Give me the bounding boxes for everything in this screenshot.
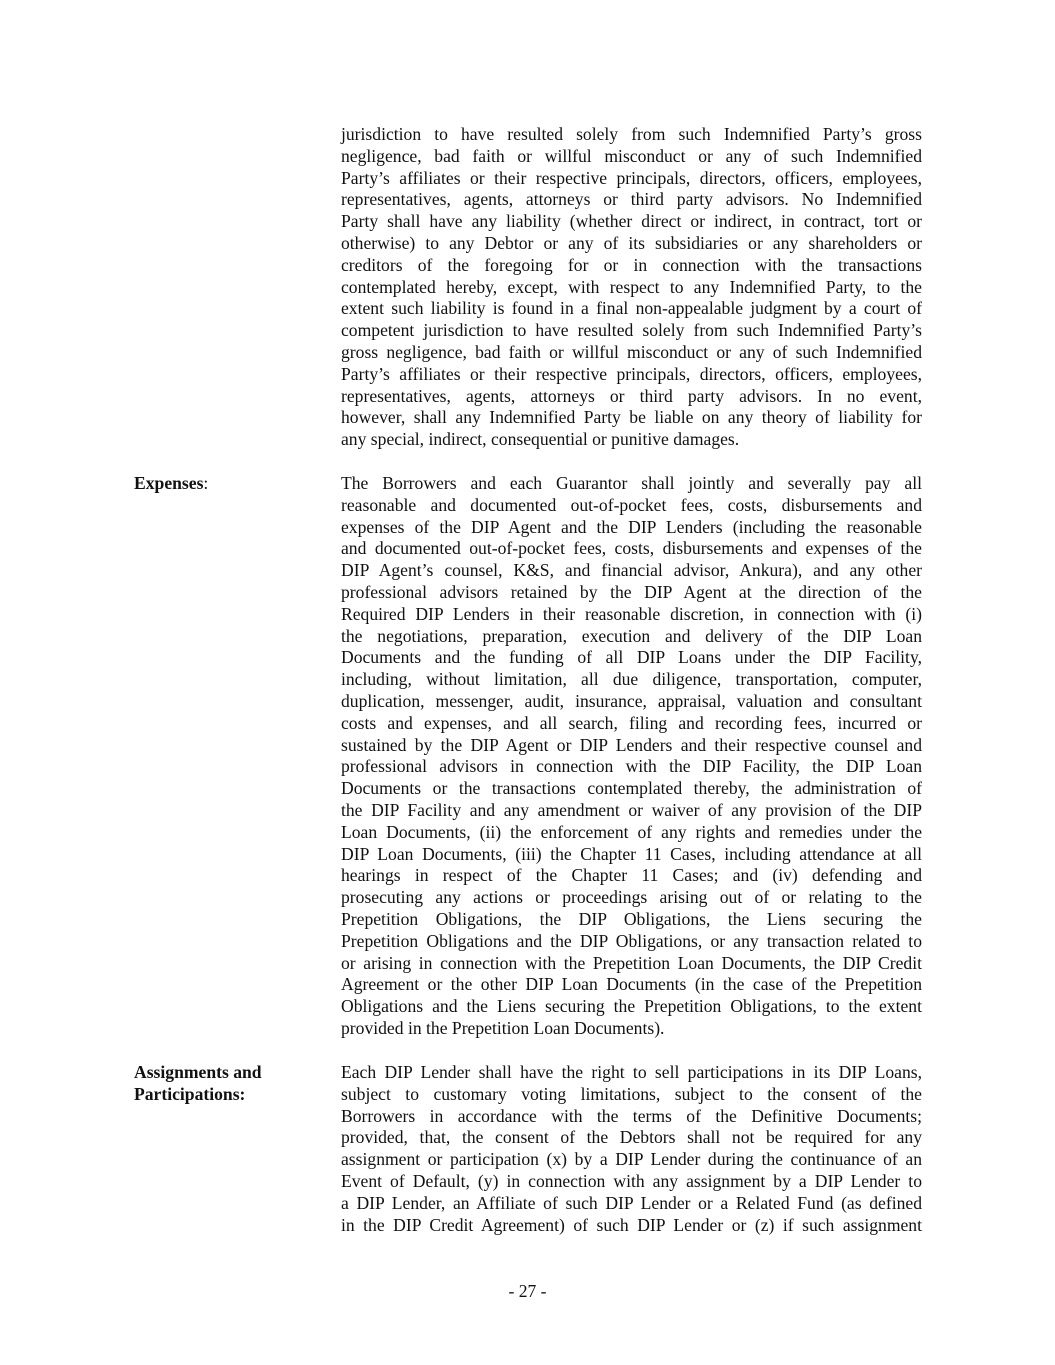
text-line: Documents or the transactions contemplated thereby, the administration of bbox=[341, 778, 922, 799]
text-line: however, shall any Indemnified Party be liable on any theory of liability for bbox=[341, 407, 922, 428]
text-line: the negotiations, preparation, execution and delivery of the DIP Loan bbox=[341, 625, 922, 646]
text-line: including, without limitation, all due diligence, transportation, computer, bbox=[341, 669, 922, 690]
text-line: DIP Loan Documents, (iii) the Chapter 11 Cases, including attendance at all bbox=[341, 843, 922, 864]
text-line: Borrowers in accordance with the terms of the Definitive Documents; bbox=[341, 1105, 922, 1126]
text-line: sustained by the DIP Agent or DIP Lenders and their respective counsel and bbox=[341, 734, 922, 755]
text-line: hearings in respect of the Chapter 11 Cases; and (iv) defending and bbox=[341, 865, 922, 886]
text-line: competent jurisdiction to have resulted solely from such Indemnified Party’s bbox=[341, 320, 922, 341]
text-line: Documents and the funding of all DIP Loans under the DIP Facility, bbox=[341, 647, 922, 668]
text-line: Required DIP Lenders in their reasonable discretion, in connection with (i) bbox=[341, 603, 922, 624]
text-line: prosecuting any actions or proceedings arising out of or relating to the bbox=[341, 887, 922, 908]
text-line: provided, that, the consent of the Debtors shall not be required for any bbox=[341, 1127, 922, 1148]
section-label-line: Participations: bbox=[134, 1083, 246, 1104]
text-line: Obligations and the Liens securing the Prepetition Obligations, to the extent bbox=[341, 996, 922, 1017]
text-line: subject to customary voting limitations, subject to the consent of the bbox=[341, 1083, 922, 1104]
text-line: any special, indirect, consequential or punitive damages. bbox=[341, 429, 740, 450]
text-line: The Borrowers and each Guarantor shall jointly and severally pay all bbox=[341, 473, 922, 493]
text-line: representatives, agents, attorneys or third party advisors. No Indemnified bbox=[341, 189, 922, 210]
text-line: or arising in connection with the Prepetition Loan Documents, the DIP Credit bbox=[341, 952, 922, 973]
text-line: negligence, bad faith or willful misconduct or any of such Indemnified bbox=[341, 145, 922, 166]
section-label-text: Expenses bbox=[134, 473, 204, 493]
text-line: expenses of the DIP Agent and the DIP Lenders (including the reasonable bbox=[341, 516, 922, 537]
text-line: in the DIP Credit Agreement) of such DIP Lender or (z) if such assignment bbox=[341, 1214, 922, 1235]
section-label-colon: : bbox=[203, 473, 209, 493]
text-line: creditors of the foregoing for or in connection with the transactions bbox=[341, 254, 922, 275]
section-label bbox=[134, 473, 334, 495]
text-line: a DIP Lender, an Affiliate of such DIP Lender or a Related Fund (as defined bbox=[341, 1192, 922, 1213]
section-body bbox=[341, 473, 922, 1040]
text-line: Party’s affiliates or their respective principals, directors, officers, employees, bbox=[341, 167, 922, 188]
text-line: Event of Default, (y) in connection with any assignment by a DIP Lender to bbox=[341, 1170, 922, 1191]
text-line: contemplated hereby, except, with respect to any Indemnified Party, to the bbox=[341, 276, 922, 297]
text-line: professional advisors in connection with the DIP Facility, the DIP Loan bbox=[341, 756, 922, 777]
text-line: provided in the Prepetition Loan Documents). bbox=[341, 1017, 665, 1038]
text-line: assignment or participation (x) by a DIP Lender during the continuance of an bbox=[341, 1149, 922, 1170]
text-line: costs and expenses, and all search, filing and recording fees, incurred or bbox=[341, 712, 922, 733]
text-line: Prepetition Obligations, the DIP Obligations, the Liens securing the bbox=[341, 908, 922, 929]
text-line: gross negligence, bad faith or willful misconduct or any of such Indemnified bbox=[341, 341, 922, 362]
text-line: professional advisors retained by the DIP Agent at the direction of the bbox=[341, 581, 922, 602]
section-label-line: Assignments and bbox=[134, 1062, 262, 1082]
text-line: Loan Documents, (ii) the enforcement of any rights and remedies under the bbox=[341, 821, 922, 842]
section-label bbox=[134, 1062, 334, 1106]
text-line: the DIP Facility and any amendment or waiver of any provision of the DIP bbox=[341, 799, 922, 820]
text-line: otherwise) to any Debtor or any of its subsidiaries or any shareholders or bbox=[341, 232, 922, 253]
page-number: - 27 - bbox=[508, 1281, 547, 1301]
text-line: reasonable and documented out-of-pocket fees, costs, disbursements and bbox=[341, 494, 922, 515]
text-line: Agreement or the other DIP Loan Documents (in the case of the Prepetition bbox=[341, 974, 922, 995]
text-line: Party shall have any liability (whether direct or indirect, in contract, tort or bbox=[341, 211, 922, 232]
text-line: extent such liability is found in a final non-appealable judgment by a court of bbox=[341, 298, 922, 319]
section-body bbox=[341, 124, 922, 451]
text-line: Party’s affiliates or their respective principals, directors, officers, employees, bbox=[341, 363, 922, 384]
text-line: duplication, messenger, audit, insurance, appraisal, valuation and consultant bbox=[341, 690, 922, 711]
text-line: Each DIP Lender shall have the right to sell participations in its DIP Loans, bbox=[341, 1062, 922, 1082]
text-line: representatives, agents, attorneys or third party advisors. In no event, bbox=[341, 385, 922, 406]
text-line: Prepetition Obligations and the DIP Obligations, or any transaction related to bbox=[341, 930, 922, 951]
text-line: and documented out-of-pocket fees, costs, disbursements and expenses of the bbox=[341, 538, 922, 559]
text-line: jurisdiction to have resulted solely from such Indemnified Party’s gross bbox=[341, 124, 922, 144]
text-line: DIP Agent’s counsel, K&S, and financial advisor, Ankura), and any other bbox=[341, 560, 922, 581]
section-body bbox=[341, 1062, 922, 1236]
